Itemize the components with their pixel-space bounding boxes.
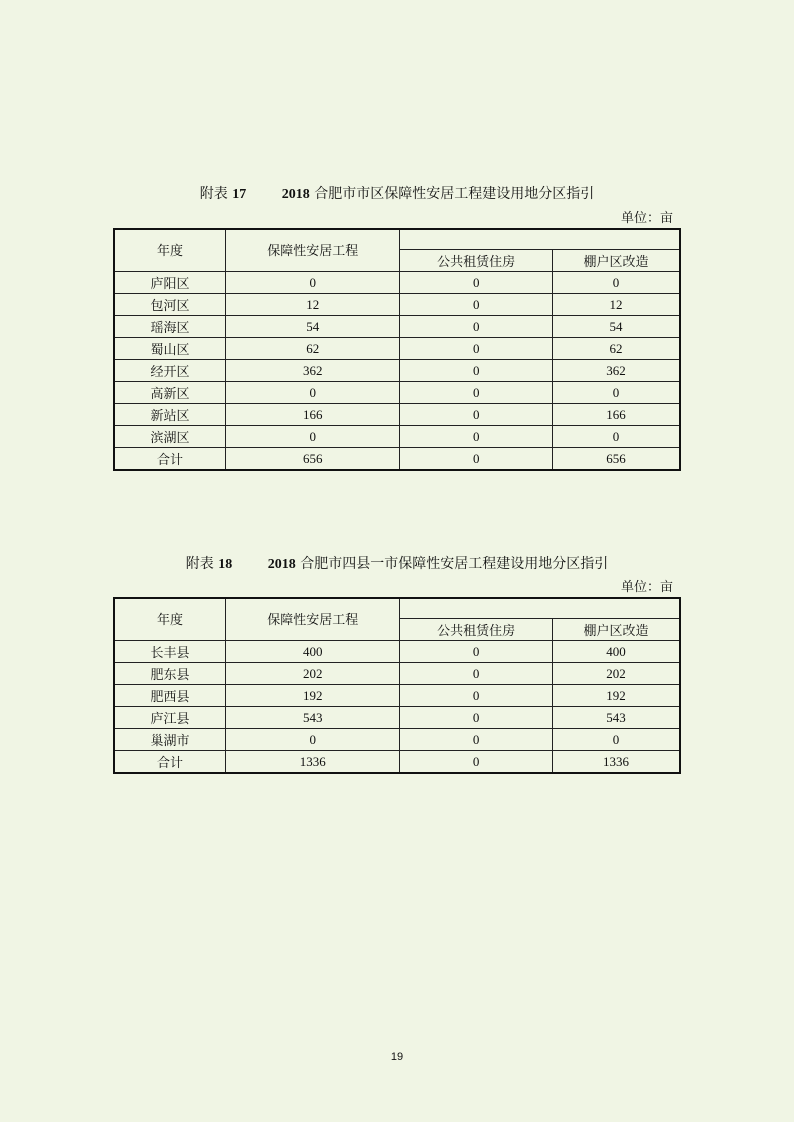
table-row	[114, 338, 680, 360]
table18-caption-year: 2018	[267, 557, 296, 572]
table18-header-shanty: 棚户区改造	[552, 619, 680, 641]
table18	[113, 597, 681, 774]
table17-caption-year: 2018	[281, 187, 310, 202]
row-name: 肥西县	[114, 685, 226, 707]
row-name: 高新区	[114, 382, 226, 404]
row-name: 瑶海区	[114, 316, 226, 338]
table-row	[114, 707, 680, 729]
table17	[113, 228, 681, 471]
row-shanty: 12	[552, 294, 680, 316]
row-total: 0	[226, 272, 400, 294]
row-shanty: 656	[552, 448, 680, 471]
table18-header-total: 保障性安居工程	[226, 598, 400, 641]
row-public: 0	[400, 316, 552, 338]
row-total: 54	[226, 316, 400, 338]
row-name: 包河区	[114, 294, 226, 316]
row-total: 543	[226, 707, 400, 729]
table-row	[114, 382, 680, 404]
row-public: 0	[400, 448, 552, 471]
table18-caption-num: 18	[218, 557, 233, 572]
table18-header-year: 年度	[114, 598, 226, 641]
row-total: 202	[226, 663, 400, 685]
row-public: 0	[400, 685, 552, 707]
table18-header-public: 公共租赁住房	[400, 619, 552, 641]
table17-header-blank	[400, 229, 680, 250]
table17-caption-num: 17	[232, 187, 247, 202]
row-public: 0	[400, 338, 552, 360]
row-name: 经开区	[114, 360, 226, 382]
row-shanty: 543	[552, 707, 680, 729]
row-name: 合计	[114, 751, 226, 774]
table18-header-row	[114, 598, 680, 619]
table17-header-public: 公共租赁住房	[400, 250, 552, 272]
row-name: 滨湖区	[114, 426, 226, 448]
row-shanty: 1336	[552, 751, 680, 774]
row-name: 巢湖市	[114, 729, 226, 751]
table-total-row	[114, 448, 680, 471]
table-total-row	[114, 751, 680, 774]
row-shanty: 0	[552, 426, 680, 448]
row-shanty: 362	[552, 360, 680, 382]
page-number: 19	[390, 1051, 404, 1063]
row-total: 62	[226, 338, 400, 360]
table-row	[114, 685, 680, 707]
row-name: 庐江县	[114, 707, 226, 729]
table17-header-total: 保障性安居工程	[226, 229, 400, 272]
row-public: 0	[400, 707, 552, 729]
row-shanty: 0	[552, 272, 680, 294]
table18-caption-title: 合肥市四县一市保障性安居工程建设用地分区指引	[300, 556, 609, 572]
table18-header-blank	[400, 598, 680, 619]
row-total: 166	[226, 404, 400, 426]
row-total: 0	[226, 729, 400, 751]
table-row	[114, 272, 680, 294]
row-total: 0	[226, 426, 400, 448]
row-shanty: 62	[552, 338, 680, 360]
row-shanty: 400	[552, 641, 680, 663]
table17-unit: 单位：亩	[620, 211, 673, 226]
row-shanty: 166	[552, 404, 680, 426]
table18-caption-prefix: 附表	[185, 556, 214, 572]
row-public: 0	[400, 426, 552, 448]
table17-header-year: 年度	[114, 229, 226, 272]
row-public: 0	[400, 751, 552, 774]
row-total: 192	[226, 685, 400, 707]
row-public: 0	[400, 641, 552, 663]
table17-caption-prefix: 附表	[199, 186, 228, 202]
table-row	[114, 663, 680, 685]
row-shanty: 202	[552, 663, 680, 685]
table-row	[114, 316, 680, 338]
table17-caption-title: 合肥市市区保障性安居工程建设用地分区指引	[314, 186, 595, 202]
row-public: 0	[400, 663, 552, 685]
table-row	[114, 426, 680, 448]
row-total: 400	[226, 641, 400, 663]
row-shanty: 192	[552, 685, 680, 707]
row-public: 0	[400, 404, 552, 426]
table18-caption	[0, 553, 794, 573]
row-name: 蜀山区	[114, 338, 226, 360]
row-public: 0	[400, 272, 552, 294]
row-public: 0	[400, 294, 552, 316]
row-total: 12	[226, 294, 400, 316]
table-row	[114, 729, 680, 751]
row-public: 0	[400, 382, 552, 404]
row-name: 肥东县	[114, 663, 226, 685]
row-total: 362	[226, 360, 400, 382]
row-shanty: 54	[552, 316, 680, 338]
row-total: 1336	[226, 751, 400, 774]
row-shanty: 0	[552, 729, 680, 751]
row-shanty: 0	[552, 382, 680, 404]
table17-header-row	[114, 229, 680, 250]
row-total: 0	[226, 382, 400, 404]
table-row	[114, 641, 680, 663]
table-row	[114, 404, 680, 426]
table17-header-shanty: 棚户区改造	[552, 250, 680, 272]
row-public: 0	[400, 360, 552, 382]
row-name: 庐阳区	[114, 272, 226, 294]
table17-caption	[0, 183, 794, 203]
row-name: 合计	[114, 448, 226, 471]
row-name: 长丰县	[114, 641, 226, 663]
table-row	[114, 360, 680, 382]
row-total: 656	[226, 448, 400, 471]
table18-unit: 单位：亩	[620, 580, 673, 595]
table-row	[114, 294, 680, 316]
row-name: 新站区	[114, 404, 226, 426]
row-public: 0	[400, 729, 552, 751]
